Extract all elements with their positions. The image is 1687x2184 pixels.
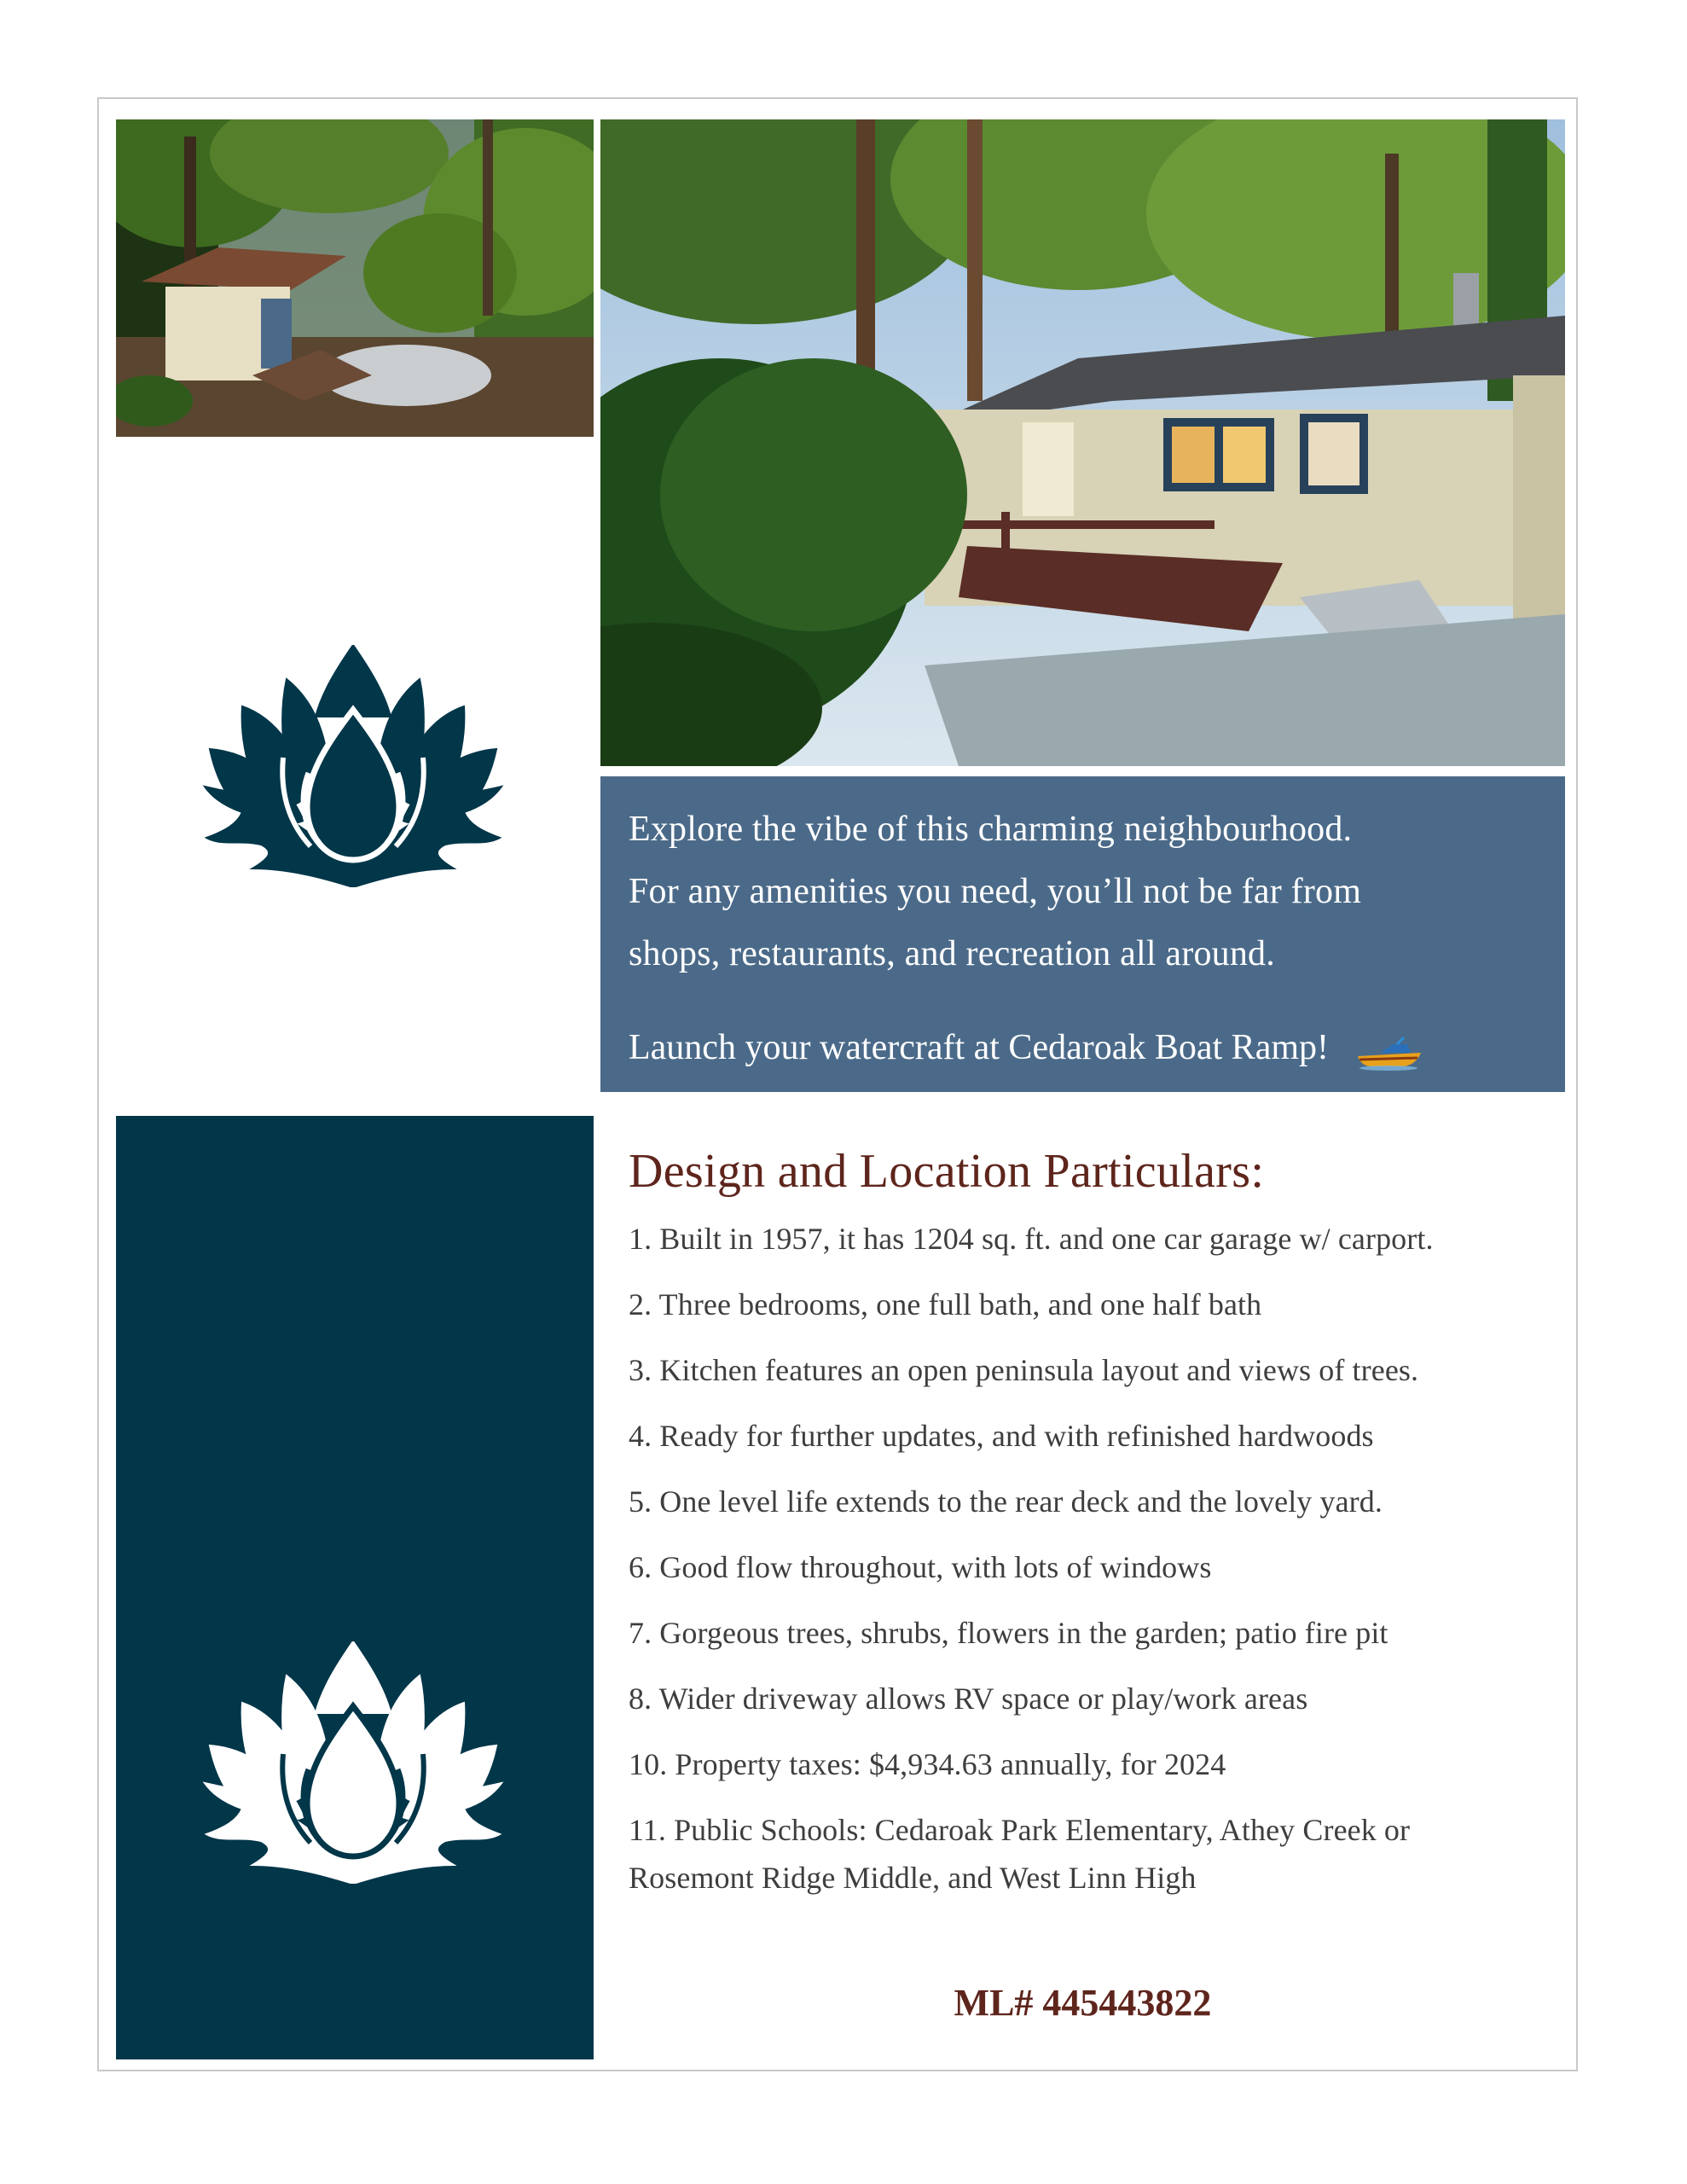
navy-side-panel — [116, 1116, 594, 2059]
neighbourhood-line: Explore the vibe of this charming neighbourhood. — [629, 810, 1353, 849]
boat-ramp-line — [629, 1017, 1536, 1079]
neighbourhood-line: For any amenities you need, you’ll not be far from — [629, 872, 1362, 911]
mls-number: ML# 445443822 — [954, 1982, 1212, 2024]
house-photo — [600, 119, 1565, 766]
list-item: 7. Gorgeous trees, shrubs, flowers in the garden; patio fire pit — [629, 1616, 1388, 1650]
list-item: 1. Built in 1957, it has 1204 sq. ft. and one car garage w/ carport. — [629, 1222, 1434, 1256]
speedboat-icon — [1354, 1030, 1424, 1067]
list-item-schools — [629, 1806, 1567, 1902]
particulars-heading: Design and Location Particulars: — [629, 1145, 1265, 1198]
list-item: 2. Three bedrooms, one full bath, and one half bath — [629, 1287, 1262, 1321]
particulars-list — [629, 1215, 1567, 1902]
boat-ramp-text: Launch your watercraft at Cedaroak Boat Ramp! — [629, 1028, 1329, 1067]
list-item: 8. Wider driveway allows RV space or play/work areas — [629, 1682, 1308, 1716]
list-item: 10. Property taxes: $4,934.63 annually, for 2024 — [629, 1747, 1226, 1781]
list-item: 3. Kitchen features an open peninsula layout and views of trees. — [629, 1353, 1419, 1387]
schools-line: Rosemont Ridge Middle, and West Linn High — [629, 1861, 1197, 1895]
list-item: 5. One level life extends to the rear deck and the lovely yard. — [629, 1484, 1383, 1519]
particulars-section — [629, 1135, 1567, 1920]
lotus-icon — [201, 1641, 505, 1884]
list-item: 6. Good flow throughout, with lots of windows — [629, 1550, 1212, 1584]
neighbourhood-box — [600, 776, 1565, 1092]
list-item: 4. Ready for further updates, and with refinished hardwoods — [629, 1419, 1374, 1453]
shed-photo — [116, 119, 594, 437]
neighbourhood-line: shops, restaurants, and recreation all around. — [629, 934, 1275, 973]
schools-line: 11. Public Schools: Cedaroak Park Elementary, Athey Creek or — [629, 1813, 1411, 1847]
lotus-icon — [201, 645, 505, 887]
